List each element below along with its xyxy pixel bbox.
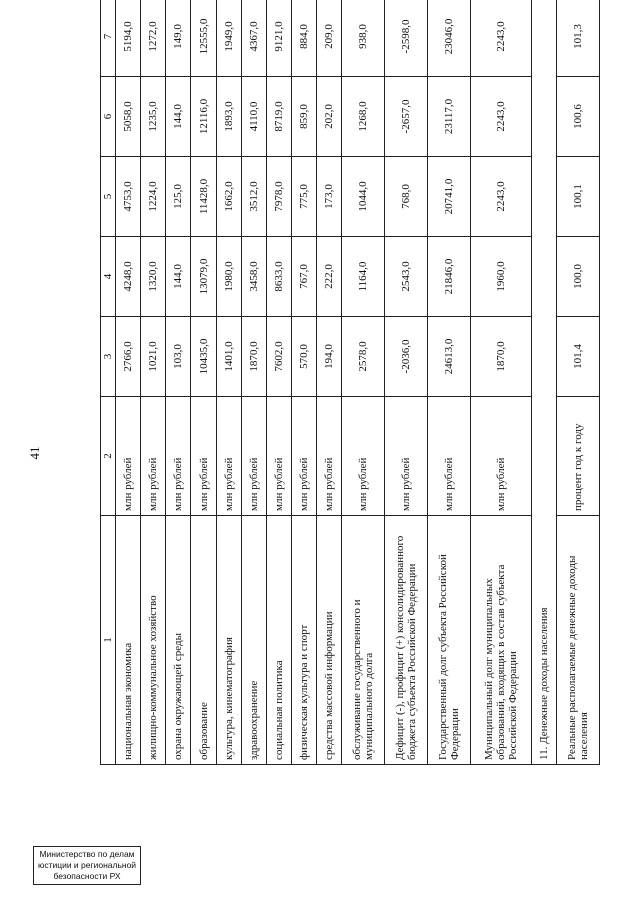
table-row (241, 0, 266, 765)
value-cell: 125,0 (166, 157, 191, 237)
table-body (116, 0, 600, 765)
indicator-name: Государственный долг субъекта Российской Федерации (428, 516, 471, 765)
value-cell: 2243,0 (471, 157, 532, 237)
value-cell: 4248,0 (116, 237, 141, 317)
value-cell: 1870,0 (241, 317, 266, 397)
unit: процент год к году (557, 397, 600, 516)
unit: млн рублей (116, 397, 141, 516)
value-cell: -2598,0 (385, 0, 428, 77)
value-cell: 1268,0 (342, 77, 385, 157)
value-cell: 11428,0 (191, 157, 216, 237)
indicator-name: средства массовой информации (317, 516, 342, 765)
value-cell: 10435,0 (191, 317, 216, 397)
value-cell: 2243,0 (471, 0, 532, 77)
value-cell: 4110,0 (241, 77, 266, 157)
value-cell: 1949,0 (216, 0, 241, 77)
value-cell: 173,0 (317, 157, 342, 237)
value-cell: 1224,0 (141, 157, 166, 237)
value-cell: 100,0 (557, 237, 600, 317)
table-row (266, 0, 291, 765)
value-cell: 1021,0 (141, 317, 166, 397)
value-cell: 1164,0 (342, 237, 385, 317)
stamp-line: юстиции и региональной (37, 860, 137, 870)
unit: млн рублей (216, 397, 241, 516)
indicator-name: Реальные располагаемые денежные доходы населения (557, 516, 600, 765)
value-cell: 222,0 (317, 237, 342, 317)
value-cell: 768,0 (385, 157, 428, 237)
value-cell: 12116,0 (191, 77, 216, 157)
value-cell: 2543,0 (385, 237, 428, 317)
section-title: 11. Денежные доходы населения (531, 0, 556, 765)
value-cell: 570,0 (292, 317, 317, 397)
page-number: 41 (27, 446, 42, 460)
value-cell: 23046,0 (428, 0, 471, 77)
indicator-name: физическая культура и спорт (292, 516, 317, 765)
unit: млн рублей (191, 397, 216, 516)
table-row (216, 0, 241, 765)
value-cell: 2578,0 (342, 317, 385, 397)
value-cell: 21846,0 (428, 237, 471, 317)
value-cell: 3512,0 (241, 157, 266, 237)
unit: млн рублей (428, 397, 471, 516)
table-row (191, 0, 216, 765)
value-cell: 4367,0 (241, 0, 266, 77)
column-header: 5 (101, 157, 116, 237)
value-cell: 100,6 (557, 77, 600, 157)
table-row (428, 0, 471, 765)
table-row (471, 0, 532, 765)
column-header: 3 (101, 317, 116, 397)
unit: млн рублей (266, 397, 291, 516)
value-cell: 1980,0 (216, 237, 241, 317)
value-cell: 101,3 (557, 0, 600, 77)
value-cell: 7602,0 (266, 317, 291, 397)
indicator-name: национальная экономика (116, 516, 141, 765)
column-header: 4 (101, 237, 116, 317)
indicator-name: здравоохранение (241, 516, 266, 765)
unit: млн рублей (471, 397, 532, 516)
value-cell: 23117,0 (428, 77, 471, 157)
value-cell: 149,0 (166, 0, 191, 77)
value-cell: 13079,0 (191, 237, 216, 317)
table-row (317, 0, 342, 765)
table-row (292, 0, 317, 765)
value-cell: 1960,0 (471, 237, 532, 317)
section-row (531, 0, 556, 765)
value-cell: 144,0 (166, 77, 191, 157)
value-cell: 1320,0 (141, 237, 166, 317)
value-cell: 1044,0 (342, 157, 385, 237)
value-cell: 1662,0 (216, 157, 241, 237)
value-cell: 144,0 (166, 237, 191, 317)
value-cell: 20741,0 (428, 157, 471, 237)
unit: млн рублей (385, 397, 428, 516)
indicator-name: культура, кинематография (216, 516, 241, 765)
value-cell: 884,0 (292, 0, 317, 77)
indicator-name: Муниципальный долг муниципальных образований, входящих в состав субъекта Российской Федерации (471, 516, 532, 765)
value-cell: 775,0 (292, 157, 317, 237)
table-header-row (101, 0, 116, 765)
value-cell: 1235,0 (141, 77, 166, 157)
indicator-name: социальная политика (266, 516, 291, 765)
value-cell: 7978,0 (266, 157, 291, 237)
value-cell: 202,0 (317, 77, 342, 157)
unit: млн рублей (342, 397, 385, 516)
unit: млн рублей (241, 397, 266, 516)
value-cell: 938,0 (342, 0, 385, 77)
table-row (557, 0, 600, 765)
table-row (141, 0, 166, 765)
value-cell: 103,0 (166, 317, 191, 397)
table-row (342, 0, 385, 765)
table-wrapper (100, 18, 600, 765)
stamp-line: Министерство по делам (39, 849, 135, 859)
indicator-name: жилищно-коммунальное хозяйство (141, 516, 166, 765)
indicator-name: обслуживание государственного и муниципального долга (342, 516, 385, 765)
value-cell: 5194,0 (116, 0, 141, 77)
indicators-table (100, 0, 600, 765)
value-cell: 194,0 (317, 317, 342, 397)
value-cell: 767,0 (292, 237, 317, 317)
value-cell: 4753,0 (116, 157, 141, 237)
unit: млн рублей (292, 397, 317, 516)
indicator-name: Дефицит (-), профицит (+) консолидированного бюджета субъекта Российской Федерации (385, 516, 428, 765)
value-cell: 100,1 (557, 157, 600, 237)
value-cell: 3458,0 (241, 237, 266, 317)
table-row (385, 0, 428, 765)
stamp-line: безопасности РХ (53, 871, 121, 881)
column-header: 1 (101, 516, 116, 765)
value-cell: 2766,0 (116, 317, 141, 397)
value-cell: 1870,0 (471, 317, 532, 397)
value-cell: 209,0 (317, 0, 342, 77)
value-cell: 9121,0 (266, 0, 291, 77)
column-header: 2 (101, 397, 116, 516)
value-cell: 101,4 (557, 317, 600, 397)
ministry-stamp (33, 846, 141, 885)
table-row (166, 0, 191, 765)
value-cell: 8633,0 (266, 237, 291, 317)
value-cell: 1893,0 (216, 77, 241, 157)
value-cell: 1401,0 (216, 317, 241, 397)
column-header: 6 (101, 77, 116, 157)
table-row (116, 0, 141, 765)
unit: млн рублей (166, 397, 191, 516)
unit: млн рублей (141, 397, 166, 516)
value-cell: 5058,0 (116, 77, 141, 157)
indicator-name: образование (191, 516, 216, 765)
value-cell: 12555,0 (191, 0, 216, 77)
value-cell: 24613,0 (428, 317, 471, 397)
indicator-name: охрана окружающей среды (166, 516, 191, 765)
column-header: 7 (101, 0, 116, 77)
value-cell: -2036,0 (385, 317, 428, 397)
unit: млн рублей (317, 397, 342, 516)
value-cell: -2657,0 (385, 77, 428, 157)
value-cell: 2243,0 (471, 77, 532, 157)
value-cell: 859,0 (292, 77, 317, 157)
value-cell: 1272,0 (141, 0, 166, 77)
value-cell: 8719,0 (266, 77, 291, 157)
